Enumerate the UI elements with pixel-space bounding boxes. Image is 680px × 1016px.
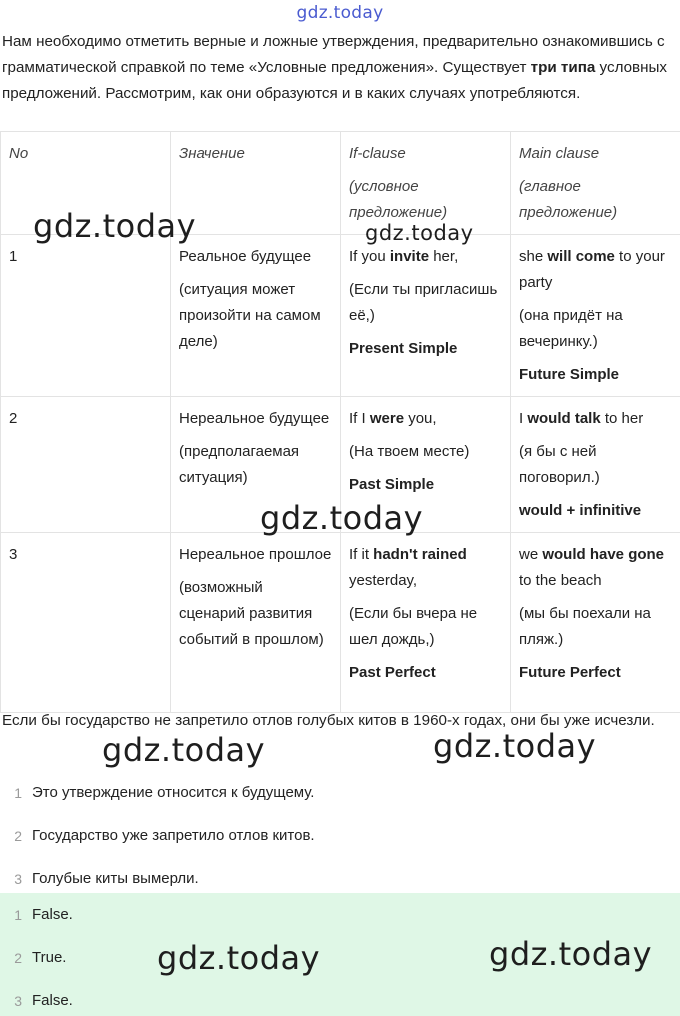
row-if-clause [341,397,511,533]
answer-text: False. [32,906,73,923]
header-no: No [1,132,171,235]
if-tense-label: Past Perfect [349,664,436,681]
row-if-clause [341,235,511,397]
main-tense-label: Future Perfect [519,664,621,681]
watermark: gdz.today [33,207,197,245]
row-number: 3 [1,533,171,713]
meaning-title: Нереальное будущее [179,410,330,427]
if-translation: (Если ты пригласишь её,) [349,281,498,324]
row-number: 1 [1,235,171,397]
answer-number: 3 [14,992,22,1009]
watermark: gdz.today [157,939,321,977]
meaning-title: Нереальное прошлое [179,546,332,563]
main-example [519,406,672,432]
header-if-clause-label: If-clause [349,145,406,162]
main-example-bold: will come [547,248,615,265]
task-statement: Если бы государство не запретило отлов голубых китов в 1960-х годах, они бы уже исчезли. [2,712,655,729]
main-example-bold: would have gone [542,546,665,563]
row-meaning [171,533,341,713]
list-item [0,771,680,814]
if-tense [349,660,502,686]
main-example-pre: she [519,248,548,265]
answer-text: False. [32,992,73,1009]
list-item-text: Это утверждение относится к будущему. [32,784,315,801]
row-main-clause [511,397,680,533]
header-if-clause [341,132,511,235]
table-header-row [1,132,680,235]
if-tense [349,472,502,498]
if-translation: (На твоем месте) [349,443,470,460]
if-tense-label: Past Simple [349,476,435,493]
watermark: gdz.today [433,727,597,765]
if-example-post: her, [429,248,459,265]
main-example-post: to her [600,410,644,427]
table-row [1,235,680,397]
if-example [349,542,502,594]
watermark: gdz.today [365,221,474,245]
if-tense-label: Present Simple [349,340,458,357]
main-tense-label: would + infinitive [519,502,642,519]
main-example-pre: we [519,546,543,563]
main-tense-label: Future Simple [519,366,620,383]
conditionals-table [0,131,680,713]
header-main-clause [511,132,680,235]
header-main-clause-sub: (главное предложение) [519,178,618,221]
list-item-number: 3 [14,870,22,887]
meaning-note: (ситуация может произойти на самом деле) [179,281,321,350]
main-tense [519,660,672,686]
main-example-bold: would talk [527,410,601,427]
answers-list [0,893,680,1016]
if-translation: (Если бы вчера не шел дождь,) [349,605,478,648]
row-number: 2 [1,397,171,533]
list-item [0,814,680,857]
main-translation: (я бы с ней поговорил.) [519,443,600,486]
meaning-note: (возможный сценарий развития событий в прошлом) [179,579,324,648]
intro-text-end: условных предложений. Рассмотрим, как они образуются и в каких случаях употребляются. [2,59,668,102]
intro-paragraph [2,29,678,107]
table-row [1,533,680,713]
table-row [1,397,680,533]
main-translation: (мы бы поехали на пляж.) [519,605,651,648]
row-meaning [171,397,341,533]
list-item-number: 2 [14,827,22,844]
watermark: gdz.today [102,731,266,769]
meaning-title: Реальное будущее [179,248,312,265]
if-example-pre: If you [349,248,390,265]
answer-number: 1 [14,906,22,923]
meaning-note: (предполагаемая ситуация) [179,443,300,486]
answer-item [0,936,680,979]
row-if-clause [341,533,511,713]
answer-text: True. [32,949,67,966]
if-tense [349,336,502,362]
if-example-post: yesterday, [349,572,418,589]
intro-bold: три типа [530,59,596,76]
main-tense [519,498,672,524]
answer-item [0,979,680,1016]
answer-item [0,893,680,936]
header-main-clause-label: Main clause [519,145,600,162]
if-example-pre: If it [349,546,374,563]
if-example-bold: invite [389,248,430,265]
list-item-text: Государство уже запретило отлов китов. [32,827,315,844]
main-example-post: to the beach [519,572,602,589]
main-example [519,244,672,296]
main-tense [519,362,672,388]
if-example [349,406,502,432]
row-meaning [171,235,341,397]
main-example-post: to your party [519,248,665,291]
header-meaning: Значение [171,132,341,235]
list-item-number: 1 [14,784,22,801]
list-item-text: Голубые киты вымерли. [32,870,199,887]
header-if-clause-sub: (условное предложение) [349,178,448,221]
site-logo[interactable]: gdz.today [296,3,384,23]
row-main-clause [511,235,680,397]
main-translation: (она придёт на вечеринку.) [519,307,623,350]
answer-number: 2 [14,949,22,966]
intro-text-start: Нам необходимо отметить верные и ложные утверждения, предварительно ознакомившись с грамматической справкой по теме «Условные предложения». Существует [2,33,665,76]
if-example-pre: If I [349,410,370,427]
if-example-bold: were [369,410,405,427]
main-example [519,542,672,594]
if-example [349,244,502,270]
questions-list [0,771,680,900]
if-example-bold: hadn't rained [373,546,467,563]
main-example-pre: I [519,410,528,427]
if-example-post: you, [404,410,437,427]
watermark: gdz.today [260,499,424,537]
watermark: gdz.today [489,935,653,973]
row-main-clause [511,533,680,713]
